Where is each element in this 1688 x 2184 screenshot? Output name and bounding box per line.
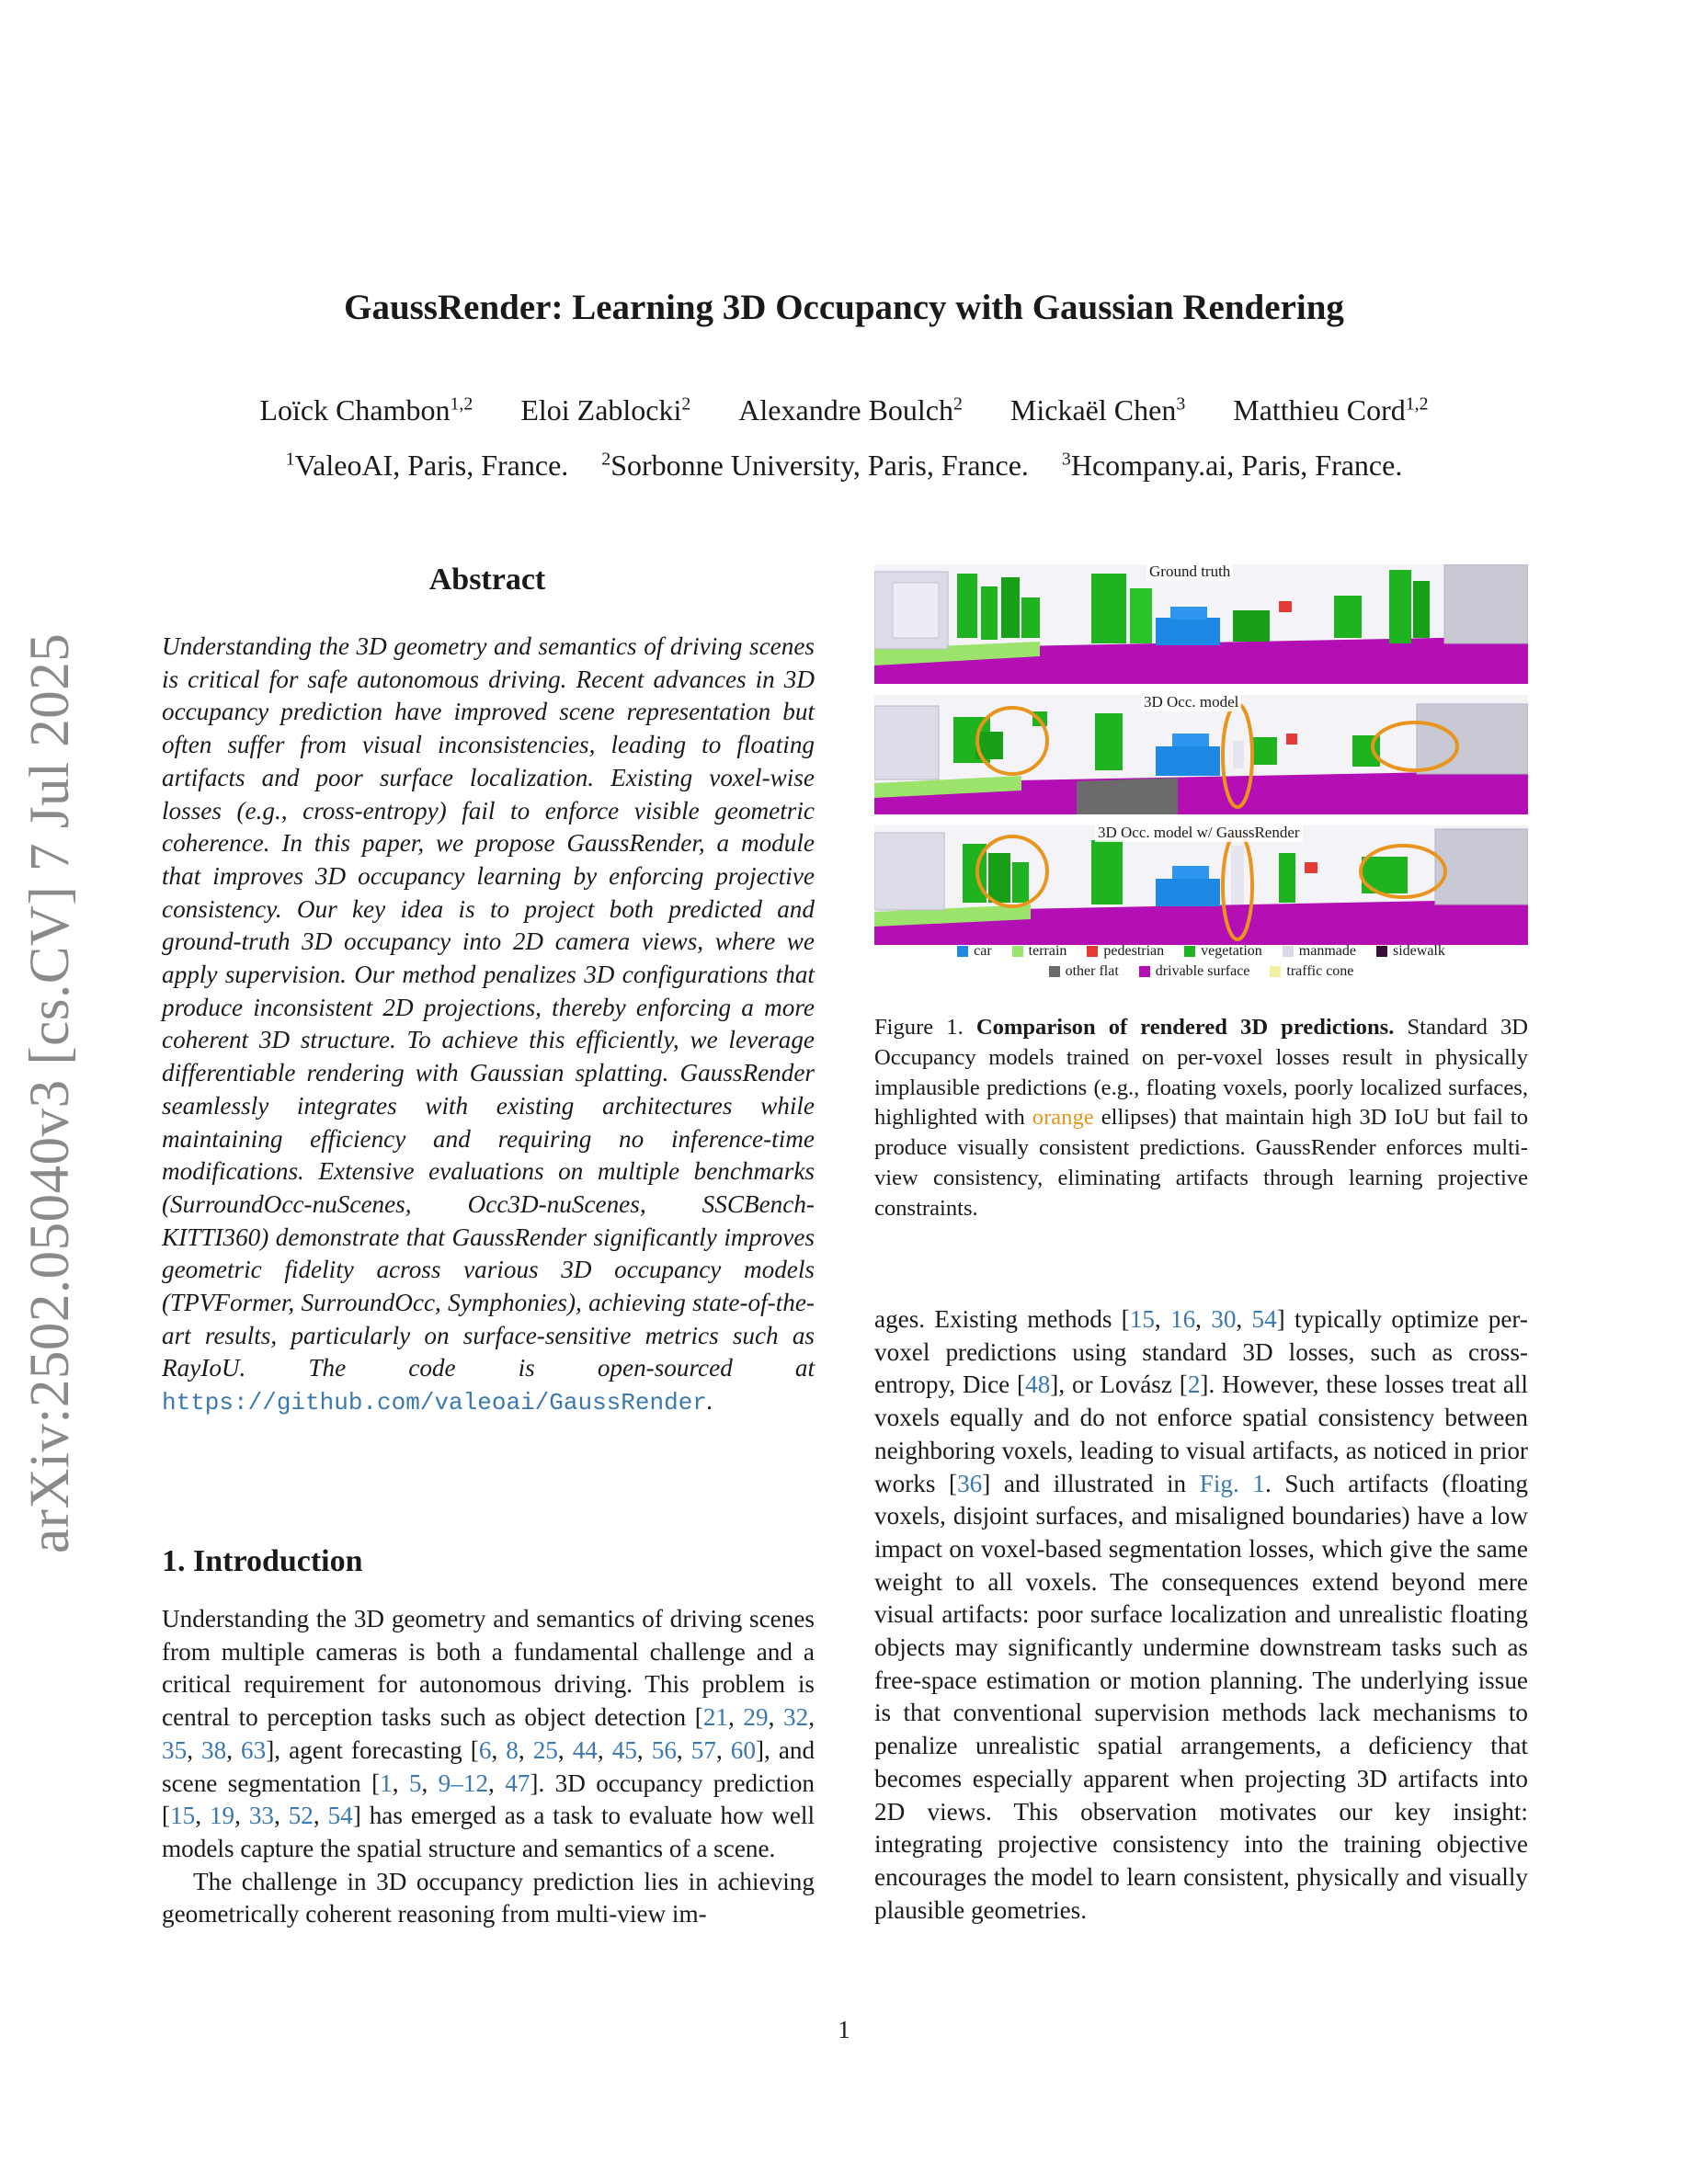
citation-link[interactable]: 1: [380, 1769, 393, 1797]
legend-swatch: [957, 946, 968, 957]
figure-caption: Figure 1. Comparison of rendered 3D predictions. Standard 3D Occupancy models trained on per-voxel losses result in physically implausible predictions (e.g., floating voxels, poorly localized surfaces, highlighted with orange ellipses) that maintain high 3D IoU but fail to produce visually consistent predictions. GaussRender enforces multi-view consistency, eliminating artifacts through learning projective constraints.: [874, 1015, 1529, 1221]
legend-swatch: [1270, 966, 1281, 977]
author: Loïck Chambon$^{1,2}$: [259, 393, 473, 427]
figure-panel-baseline: [874, 695, 1528, 814]
citation-link[interactable]: 6: [478, 1735, 492, 1764]
citation-link[interactable]: 45: [611, 1735, 637, 1764]
citation-link[interactable]: 35: [162, 1735, 188, 1764]
citation-link[interactable]: 5: [408, 1769, 422, 1797]
citation-link[interactable]: 56: [651, 1735, 677, 1764]
legend-row: [874, 943, 1528, 960]
affiliation: $^3$Hcompany.ai, Paris, France.: [1061, 449, 1403, 482]
citation-link[interactable]: 47: [505, 1769, 530, 1797]
introduction-text-continued: ages. Existing methods [15, 16, 30, 54] typically optimize per-voxel predictions using standard 3D losses, such as cross-entropy, Dice [48], or Lovász [2]. However, these losses treat all voxels equally and do not enforce spatial consistency between neighboring voxels, leading to visual artifacts, as noticed in prior works [36] and illustrated in Fig. 1. Such artifacts (floating voxels, disjoint surfaces, and misaligned boundaries) have a low impact on voxel-based segmentation losses, which give the same weight to all voxels. The consequences extend beyond mere visual artifacts: poor surface localization and unrealistic floating objects may significantly undermine downstream tasks such as free-space estimation or motion planning. The underlying issue is that conventional supervision methods lack mechanisms to penalize unrealistic spatial arrangements, a deficiency that becomes especially apparent when projecting 3D artifacts into 2D views. This observation motivates our key insight: integrating projective consistency into the training objective encourages the model to learn consistent, physically and visually plausible geometries.: [874, 1305, 1529, 1924]
orange-highlight: orange: [1032, 1105, 1094, 1131]
author: Alexandre Boulch$^2$: [738, 393, 963, 427]
legend-item: sidewalk: [1376, 943, 1445, 960]
citation-link[interactable]: 29: [743, 1703, 769, 1732]
figure-1: [874, 564, 1528, 978]
paper-title: GaussRender: Learning 3D Occupancy with Gaussian Rendering: [344, 288, 1344, 327]
figure-reference-link[interactable]: Fig. 1: [1199, 1469, 1265, 1497]
citation-link[interactable]: 60: [730, 1735, 756, 1764]
legend-item: drivable surface: [1139, 963, 1250, 980]
legend-item: other flat: [1049, 963, 1119, 980]
citation-link[interactable]: 54: [327, 1802, 353, 1830]
legend-item: terrain: [1012, 943, 1067, 960]
citation-link[interactable]: 63: [241, 1735, 267, 1764]
citation-link[interactable]: 30: [1211, 1305, 1237, 1333]
citation-link[interactable]: 25: [532, 1735, 558, 1764]
caption-title: Comparison of rendered 3D predictions.: [975, 1015, 1395, 1040]
figure-panel-gaussrender: [874, 825, 1528, 945]
abstract-heading: Abstract: [428, 563, 546, 597]
figure-legend: [874, 943, 1528, 984]
legend-item: vegetation: [1184, 943, 1262, 960]
author: Mickaël Chen$^3$: [1009, 393, 1186, 427]
author-list: [0, 393, 1688, 427]
citation-link[interactable]: 19: [209, 1802, 235, 1830]
citation-link[interactable]: 32: [783, 1703, 809, 1732]
legend-swatch: [1283, 946, 1294, 957]
legend-swatch: [1012, 946, 1023, 957]
citation-link[interactable]: 57: [690, 1735, 716, 1764]
occupancy-render-baseline: [874, 695, 1528, 814]
citation-link[interactable]: 21: [702, 1703, 728, 1732]
abstract-text: Understanding the 3D geometry and semantics of driving scenes is critical for safe autonomous driving. Recent advances in 3D occupancy prediction have improved scene representation but often suffer from visual inconsistencies, leading to floating artifacts and poor surface localization. Existing voxel-wise losses (e.g., cross-entropy) fail to enforce visible geometric coherence. In this paper, we propose GaussRender, a module that improves 3D occupancy learning by enforcing projective consistency. Our key idea is to project both predicted and ground-truth 3D occupancy into 2D camera views, where we apply supervision. Our method penalizes 3D configurations that produce inconsistent 2D projections, thereby enforcing a more coherent 3D structure. To achieve this efficiently, we leverage differentiable rendering with Gaussian splatting. GaussRender seamlessly integrates with existing architectures while maintaining efficiency and requiring no inference-time modifications. Extensive evaluations on multiple benchmarks (SurroundOcc-nuScenes, Occ3D-nuScenes, SSCBench-KITTI360) demonstrate that GaussRender significantly improves geometric fidelity across various 3D occupancy models (TPVFormer, SurroundOcc, Symphonies), achieving state-of-the-art results, particularly on surface-sensitive metrics such as RayIoU. The code is open-sourced at https://github.com/valeoai/GaussRender.: [162, 632, 815, 1417]
legend-item: car: [957, 943, 992, 960]
citation-link[interactable]: 36: [957, 1469, 983, 1497]
legend-swatch: [1184, 946, 1195, 957]
citation-link[interactable]: 2: [1187, 1371, 1201, 1399]
introduction-text: [162, 1603, 815, 1931]
panel-label: 3D Occ. model: [1141, 695, 1241, 711]
occupancy-render-ground-truth: [874, 564, 1528, 684]
arxiv-stamp: arXiv:2502.05040v3 [cs.CV] 7 Jul 2025: [19, 632, 81, 1553]
page-number: 1: [838, 2016, 850, 2043]
legend-row: [874, 963, 1528, 980]
legend-item: traffic cone: [1270, 963, 1353, 980]
citation-link[interactable]: 33: [248, 1802, 274, 1830]
code-link[interactable]: https://github.com/valeoai/GaussRender: [162, 1389, 707, 1417]
legend-swatch: [1049, 966, 1060, 977]
affiliation: $^1$ValeoAI, Paris, France.: [285, 449, 569, 482]
citation-link[interactable]: 15: [170, 1802, 196, 1830]
citation-link[interactable]: 44: [572, 1735, 598, 1764]
citation-link[interactable]: 15: [1129, 1305, 1155, 1333]
citation-link[interactable]: 8: [506, 1735, 519, 1764]
panel-label: Ground truth: [1146, 564, 1233, 581]
paragraph: Understanding the 3D geometry and semantics of driving scenes from multiple cameras is both a fundamental challenge and a critical requirement for autonomous driving. This problem is central to perception tasks such as object detection [21, 29, 32, 35, 38, 63], agent forecasting [6, 8, 25, 44, 45, 56, 57, 60], and scene segmentation [1, 5, 9–12, 47]. 3D occupancy prediction [15, 19, 33, 52, 54] has emerged as a task to evaluate how well models capture the spatial structure and semantics of a scene.: [162, 1605, 815, 1862]
section-heading-introduction: 1. Introduction: [162, 1544, 363, 1578]
citation-link[interactable]: 52: [288, 1802, 314, 1830]
legend-item: pedestrian: [1087, 943, 1164, 960]
citation-link[interactable]: 38: [201, 1735, 227, 1764]
legend-item: manmade: [1283, 943, 1356, 960]
citation-link[interactable]: 16: [1169, 1305, 1196, 1333]
occupancy-render-gaussrender: [874, 825, 1528, 945]
paragraph: The challenge in 3D occupancy prediction lies in achieving geometrically coherent reasoning from multi-view im-: [162, 1867, 815, 1928]
author: Eloi Zablocki$^2$: [520, 393, 691, 427]
affiliation-list: [0, 449, 1688, 483]
legend-swatch: [1376, 946, 1387, 957]
affiliation: $^2$Sorbonne University, Paris, France.: [601, 449, 1029, 482]
citation-link[interactable]: 48: [1025, 1371, 1051, 1399]
author: Matthieu Cord$^{1,2}$: [1233, 393, 1429, 427]
figure-panel-ground-truth: [874, 564, 1528, 684]
citation-link[interactable]: 54: [1251, 1305, 1277, 1333]
panel-label: 3D Occ. model w/ GaussRender: [1095, 825, 1303, 842]
legend-swatch: [1087, 946, 1098, 957]
legend-swatch: [1139, 966, 1150, 977]
citation-link[interactable]: 9–12: [438, 1769, 489, 1797]
